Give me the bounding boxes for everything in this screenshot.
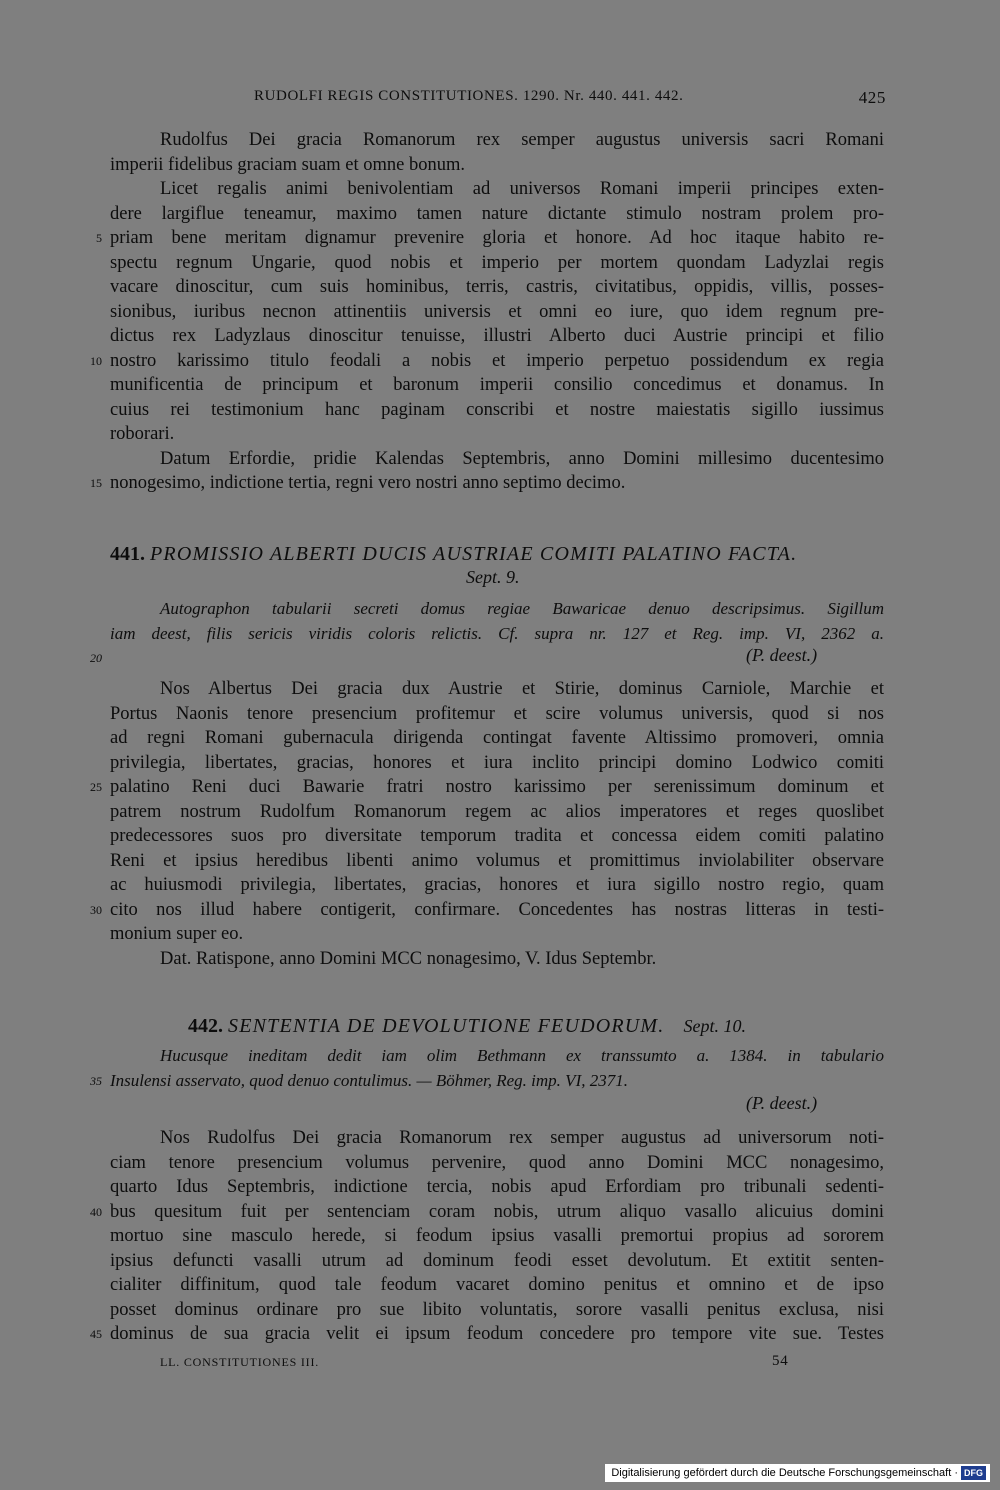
document-442-text [90, 1126, 884, 1347]
doc442-line [110, 1224, 884, 1249]
doc442-line [110, 1151, 884, 1176]
doc440-line [90, 471, 884, 496]
line-number: 45 [90, 1327, 102, 1341]
doc440-line [110, 447, 884, 472]
document-441-number: 441. [110, 543, 145, 565]
document-442-note [90, 1044, 884, 1093]
doc440-line-text: dere largiflue teneamur, maximo tamen nature dictante stimulo nostram prolem pro- [110, 203, 884, 224]
document-440-text [90, 128, 884, 496]
running-header [110, 88, 886, 112]
doc440-line-text: munificentia de principum et baronum imperii consilio concedimus et donamus. In [110, 375, 884, 395]
doc442-note-line-text: Hucusque ineditam dedit iam olim Bethmann ex transsumto a. 1384. in tabulario [160, 1046, 884, 1065]
doc440-line-text: Datum Erfordie, pridie Kalendas Septembris, anno Domini millesimo ducentesimo [160, 448, 884, 469]
doc440-line-text: nostro karissimo titulo feodali a nobis et imperio perpetuo possidendum ex regia [110, 350, 884, 371]
doc440-line [110, 275, 884, 300]
doc440-line-text: cuius rei testimonium hanc paginam conscribi et nostre maiestatis sigillo iussimus [110, 399, 884, 420]
doc440-line-text: imperii fidelibus graciam suam et omne bonum. [110, 154, 466, 175]
doc440-line [110, 398, 884, 423]
doc441-line [110, 873, 884, 898]
document-442-date: Sept. 10. [683, 1016, 746, 1036]
document-442-heading [188, 1013, 964, 1039]
footer-series: LL. CONSTITUTIONES III. [160, 1355, 320, 1369]
document-441-title: PROMISSIO ALBERTI DUCIS AUSTRIAE COMITI PALATINO FACTA. [150, 543, 798, 565]
document-442-title: SENTENTIA DE DEVOLUTIONE FEUDORUM. [228, 1015, 665, 1037]
doc441-line [110, 849, 884, 874]
doc441-note-line-text: iam deest, filis sericis viridis coloris relictis. Cf. supra nr. 127 et Reg. imp. VI, 2362 a. [110, 623, 884, 643]
doc441-line-text: cito nos illud habere contigerit, confirmare. Concedentes has nostras litteras in testi- [110, 899, 884, 920]
doc441-line-text: ad regni Romani gubernacula dirigenda contingat favente Altissimo promoveri, omnia [110, 728, 884, 748]
doc440-line [110, 300, 884, 325]
document-442-note-end: (P. deest.) [746, 1093, 818, 1113]
doc441-line-text: monium super eo. [110, 924, 244, 944]
doc440-line [110, 373, 884, 398]
document-441-note-end: (P. deest.) [746, 645, 818, 665]
doc441-line [90, 898, 884, 923]
doc442-line [110, 1175, 884, 1200]
doc442-note-line [110, 1044, 884, 1069]
doc442-line [110, 1298, 884, 1323]
doc440-line [110, 128, 884, 153]
line-number: 30 [90, 902, 102, 917]
line-number: 10 [90, 353, 102, 368]
doc440-line [110, 153, 884, 178]
doc441-note-line-text: Autographon tabularii secreti domus regiae Bawaricae denuo descripsimus. Sigillum [160, 599, 884, 618]
funding-notice [605, 1464, 990, 1482]
doc441-line-text: Portus Naonis tenore presencium profitemur et scire volumus universis, quod si nos [110, 703, 884, 724]
doc442-line-text: quarto Idus Septembris, indictione tercia, nobis apud Erfordiam pro tribunali sedenti- [110, 1177, 884, 1197]
doc442-line [90, 1322, 884, 1347]
doc441-line-text: ac huiusmodi privilegia, libertates, gracias, honores et iura sigillo nostro regio, quam [110, 875, 884, 895]
doc442-note-line-text: Insulensi asservato, quod denuo contulimus. — Böhmer, Reg. imp. VI, 2371. [110, 1070, 628, 1090]
document-441-date: Sept. 9. [466, 567, 520, 587]
doc442-line-text: mortuo sine masculo herede, si feodum ipsius vasalli premortui propius ad sororem [110, 1226, 884, 1246]
line-number: 25 [90, 780, 102, 794]
doc440-line [110, 202, 884, 227]
doc440-line-text: roborari. [110, 424, 175, 444]
doc441-line-text: privilegia, libertates, gracias, honores et iura inclito principi domino Lodwico comiti [110, 752, 884, 773]
doc440-line-text: sionibus, iuribus necnon attinentiis universis et omni eo iure, quo idem regnum pre- [110, 301, 884, 322]
line-number: 5 [96, 231, 102, 245]
doc440-line-text: nonogesimo, indictione tertia, regni vero nostri anno septimo decimo. [110, 473, 626, 493]
doc440-line-text: dictus rex Ladyzlaus dinoscitur tenuisse, illustri Alberto duci Austrie principi et filio [110, 326, 884, 346]
doc442-line-text: dominus de sua gracia velit ei ipsum feodum concedere pro tempore vite sue. Testes [110, 1324, 884, 1344]
document-441-text [90, 677, 884, 971]
header-title: RUDOLFI REGIS CONSTITUTIONES. 1290. Nr. 440. 441. 442. [254, 88, 684, 104]
line-number: 40 [90, 1204, 102, 1219]
doc440-line [110, 177, 884, 202]
doc442-line [110, 1126, 884, 1151]
doc442-line [90, 1200, 884, 1225]
doc440-line [110, 251, 884, 276]
doc440-line-text: Licet regalis animi benivolentiam ad universos Romani imperii principes exten- [160, 179, 884, 199]
doc441-line [110, 751, 884, 776]
doc441-line-text: Dat. Ratispone, anno Domini MCC nonagesimo, V. Idus Septembr. [160, 948, 657, 969]
doc441-line [110, 726, 884, 751]
dfg-logo: DFG [961, 1466, 986, 1480]
doc442-line-text: ipsius defuncti vasalli utrum ad dominum feodi esset devolutum. Et extitit senten- [110, 1250, 884, 1271]
doc442-line-text: Nos Rudolfus Dei gracia Romanorum rex semper augustus ad universorum noti- [160, 1128, 884, 1148]
doc441-line [110, 800, 884, 825]
doc441-line-text: Reni et ipsius heredibus libenti animo volumus et promittimus inviolabiliter observare [110, 850, 884, 871]
funding-text: Digitalisierung gefördert durch die Deutsche Forschungsgemeinschaft · [611, 1467, 958, 1479]
doc442-line-text: bus quesitum fuit per sentenciam coram nobis, utrum aliquo vasallo alicuius domini [110, 1201, 884, 1222]
line-number: 15 [90, 476, 102, 490]
doc441-line-text: palatino Reni duci Bawarie fratri nostro karissimo per serenissimum dominum et [110, 777, 884, 797]
doc440-line [90, 349, 884, 374]
doc441-line [110, 947, 884, 972]
doc441-note-line [110, 622, 884, 647]
doc441-line [110, 702, 884, 727]
doc441-line-text: predecessores suos pro diversitate temporum tradita et concessa eidem comiti palatino [110, 826, 884, 846]
doc441-note-line [110, 597, 884, 622]
doc441-line [110, 824, 884, 849]
doc440-line-text: Rudolfus Dei gracia Romanorum rex semper augustus universis sacri Romani [160, 130, 884, 150]
doc442-line-text: ciam tenore presencium volumus pervenire, quod anno Domini MCC nonagesimo, [110, 1152, 884, 1173]
doc442-line [110, 1273, 884, 1298]
line-number: 20 [90, 651, 102, 665]
line-number: 35 [90, 1073, 102, 1088]
doc440-line-text: spectu regnum Ungarie, quod nobis et imperio per mortem quondam Ladyzlai regis [110, 252, 884, 273]
doc441-line-text: Nos Albertus Dei gracia dux Austrie et Stirie, dominus Carniole, Marchie et [160, 679, 884, 699]
doc442-note-line [90, 1069, 884, 1094]
doc440-line [110, 422, 884, 447]
document-442-number: 442. [188, 1015, 223, 1037]
doc441-line-text: patrem nostrum Rudolfum Romanorum regem ac alios imperatores et reges quoslibet [110, 801, 884, 822]
doc442-line [110, 1249, 884, 1274]
doc441-line [110, 677, 884, 702]
doc440-line-text: priam bene meritam dignamur prevenire gloria et honore. Ad hoc itaque habito re- [110, 228, 884, 248]
doc442-line-text: posset dominus ordinare pro sue libito voluntatis, sorore vasalli penitus exclusa, nisi [110, 1299, 884, 1320]
footer-signature: 54 [772, 1353, 789, 1369]
doc441-line [110, 922, 884, 947]
doc440-line [110, 324, 884, 349]
page-number: 425 [858, 88, 886, 107]
document-441-heading [110, 541, 886, 567]
doc441-line [90, 775, 884, 800]
doc440-line [96, 226, 884, 251]
page-footer [160, 1355, 800, 1370]
doc440-line-text: vacare dinoscitur, cum suis hominibus, terris, castris, civitatibus, oppidis, villis, posses- [110, 277, 884, 297]
doc442-line-text: cialiter diffinitum, quod tale feodum vacaret domino penitus et omnino et de ipso [110, 1275, 884, 1295]
